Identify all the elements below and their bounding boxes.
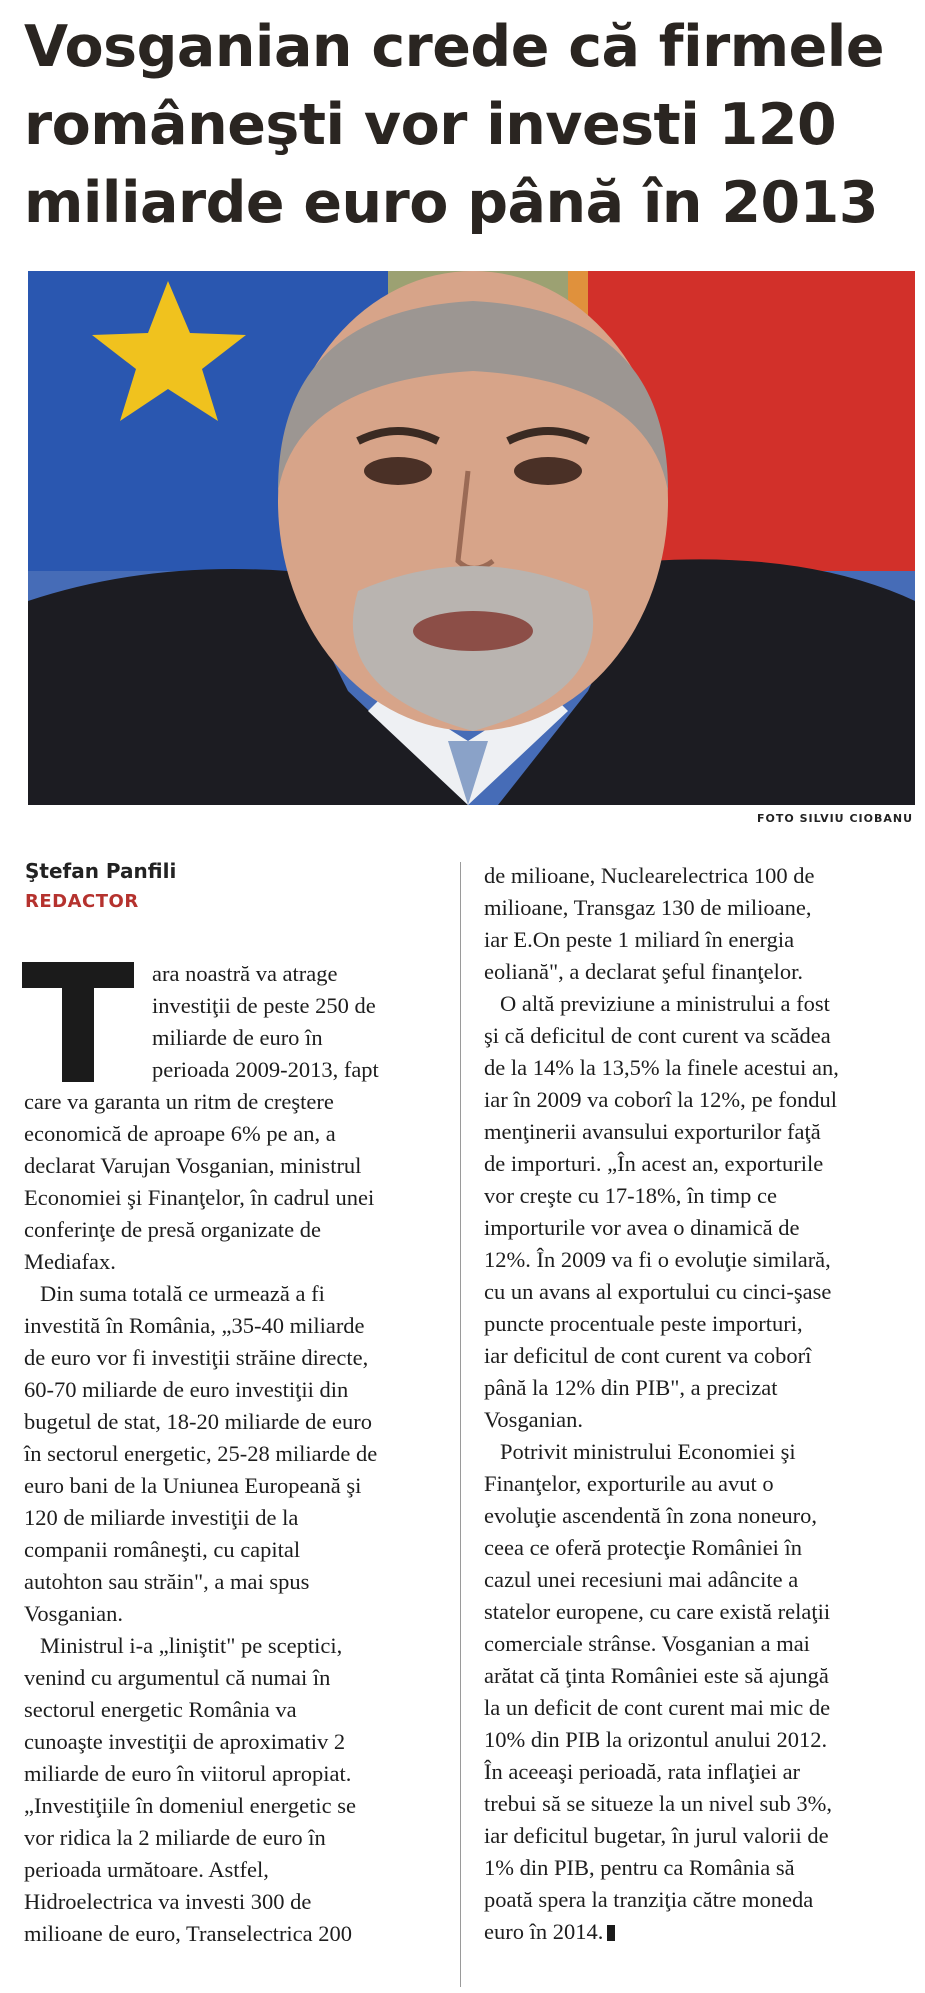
body-line: iar deficitul de cont curent va coborî — [484, 1343, 812, 1368]
body-line: Potrivit ministrului Economiei şi — [500, 1439, 796, 1464]
body-line: 12%. În 2009 va fi o evoluţie similară, — [484, 1247, 831, 1272]
body-line: vor creşte cu 17-18%, în timp ce — [484, 1183, 778, 1208]
body-line: comerciale strânse. Vosganian a mai — [484, 1631, 810, 1656]
body-line: 120 de miliarde investiţii de la — [24, 1505, 299, 1530]
body-line: Hidroelectrica va investi 300 de — [24, 1889, 312, 1914]
body-line: de euro vor fi investiţii străine directe, — [24, 1345, 369, 1370]
body-line: Mediafax. — [24, 1249, 116, 1274]
body-line: importurile vor avea o dinamică de — [484, 1215, 800, 1240]
photo-credit: FOTO SILVIU CIOBANU — [757, 812, 913, 825]
body-line: 60-70 miliarde de euro investiţii din — [24, 1377, 349, 1402]
body-line: iar E.On peste 1 miliard în energia — [484, 927, 795, 952]
column-divider — [460, 862, 461, 1987]
body-line: Vosganian. — [484, 1407, 583, 1432]
author-name: Ştefan Panfili — [25, 859, 177, 883]
body-line: milioane, Transgaz 130 de milioane, — [484, 895, 812, 920]
body-line: trebui să se situeze la un nivel sub 3%, — [484, 1791, 833, 1816]
author-role: REDACTOR — [25, 891, 139, 912]
body-line: vor ridica la 2 miliarde de euro în — [24, 1825, 326, 1850]
body-line: cunoaşte investiţii de aproximativ 2 — [24, 1729, 346, 1754]
body-line: În aceeaşi perioadă, rata inflaţiei ar — [484, 1759, 801, 1784]
body-line: milioane de euro, Transelectrica 200 — [24, 1921, 353, 1946]
headline-line: Vosganian crede că firmele — [24, 14, 885, 80]
body-line: şi că deficitul de cont curent va scădea — [484, 1023, 831, 1048]
body-line: investiţii de peste 250 de — [152, 993, 376, 1018]
body-line: în sectorul energetic, 25-28 miliarde de — [24, 1441, 378, 1466]
body-line: cazul unei recesiuni mai adâncite a — [484, 1567, 799, 1592]
body-line: perioada următoare. Astfel, — [24, 1857, 269, 1882]
body-line: statelor europene, cu care există relaţii — [484, 1599, 831, 1624]
body-line: de la 14% la 13,5% la finele acestui an, — [484, 1055, 839, 1080]
body-line: autohton sau străin", a mai spus — [24, 1569, 310, 1594]
body-line: de importuri. „În acest an, exporturile — [484, 1151, 824, 1176]
body-line: venind cu argumentul că numai în — [24, 1665, 331, 1690]
body-line: sectorul energetic România va — [24, 1697, 297, 1722]
body-line: Vosganian. — [24, 1601, 123, 1626]
body-line: conferinţe de presă organizate de — [24, 1217, 321, 1242]
body-line: arătat că ţinta României este să ajungă — [484, 1663, 829, 1688]
body-line: ara noastră va atrage — [152, 961, 338, 986]
body-line-text: euro în 2014. — [484, 1919, 604, 1944]
body-line: euro bani de la Uniunea Europeană şi — [24, 1473, 362, 1498]
body-line: economică de aproape 6% pe an, a — [24, 1121, 336, 1146]
body-line: de milioane, Nuclearelectrica 100 de — [484, 863, 815, 888]
body-line: poată spera la tranziţia către moneda — [484, 1887, 814, 1912]
body-line: puncte procentuale peste importuri, — [484, 1311, 803, 1336]
byline — [25, 859, 176, 912]
body-line: Finanţelor, exporturile au avut o — [484, 1471, 774, 1496]
body-line: Economiei şi Finanţelor, în cadrul unei — [24, 1185, 375, 1210]
body-line: eoliană", a declarat şeful finanţelor. — [484, 959, 804, 984]
article-column-1 — [24, 958, 452, 1950]
body-line: până la 12% din PIB", a precizat — [484, 1375, 778, 1400]
headline-line: miliarde euro până în 2013 — [24, 170, 878, 236]
body-line: „Investiţiile în domeniul energetic se — [24, 1793, 356, 1818]
article-headline — [24, 8, 904, 242]
body-line: care va garanta un ritm de creştere — [24, 1089, 334, 1114]
body-line: companii româneşti, cu capital — [24, 1537, 301, 1562]
body-line: iar deficitul bugetar, în jurul valorii de — [484, 1823, 829, 1848]
body-line: evoluţie ascendentă în zona noneuro, — [484, 1503, 817, 1528]
headline-line: româneşti vor investi 120 — [24, 92, 837, 158]
body-line: Din suma totală ce urmează a fi — [40, 1281, 325, 1306]
body-line: investită în România, „35-40 miliarde — [24, 1313, 365, 1338]
body-line: 10% din PIB la orizontul anului 2012. — [484, 1727, 828, 1752]
portrait-illustration — [28, 271, 915, 805]
article-column-2 — [484, 860, 914, 1948]
body-line: bugetul de stat, 18-20 miliarde de euro — [24, 1409, 373, 1434]
body-line: miliarde de euro în — [152, 1025, 323, 1050]
body-line: declarat Varujan Vosganian, ministrul — [24, 1153, 362, 1178]
body-line: cu un avans al exportului cu cinci-şase — [484, 1279, 832, 1304]
body-line: ceea ce oferă protecţie României în — [484, 1535, 802, 1560]
body-line: perioada 2009-2013, fapt — [152, 1057, 379, 1082]
body-line-last — [484, 1916, 914, 1948]
body-line: O altă previziune a ministrului a fost — [500, 991, 830, 1016]
article-photo — [28, 271, 915, 805]
body-line: miliarde de euro în viitorul apropiat. — [24, 1761, 352, 1786]
end-mark-icon — [607, 1925, 615, 1941]
body-line: Ministrul i-a „liniştit" pe sceptici, — [40, 1633, 343, 1658]
body-line: 1% din PIB, pentru ca România să — [484, 1855, 795, 1880]
body-line: menţinerii avansului exporturilor faţă — [484, 1119, 821, 1144]
body-line: iar în 2009 va coborî la 12%, pe fondul — [484, 1087, 838, 1112]
body-line: la un deficit de cont curent mai mic de — [484, 1695, 831, 1720]
